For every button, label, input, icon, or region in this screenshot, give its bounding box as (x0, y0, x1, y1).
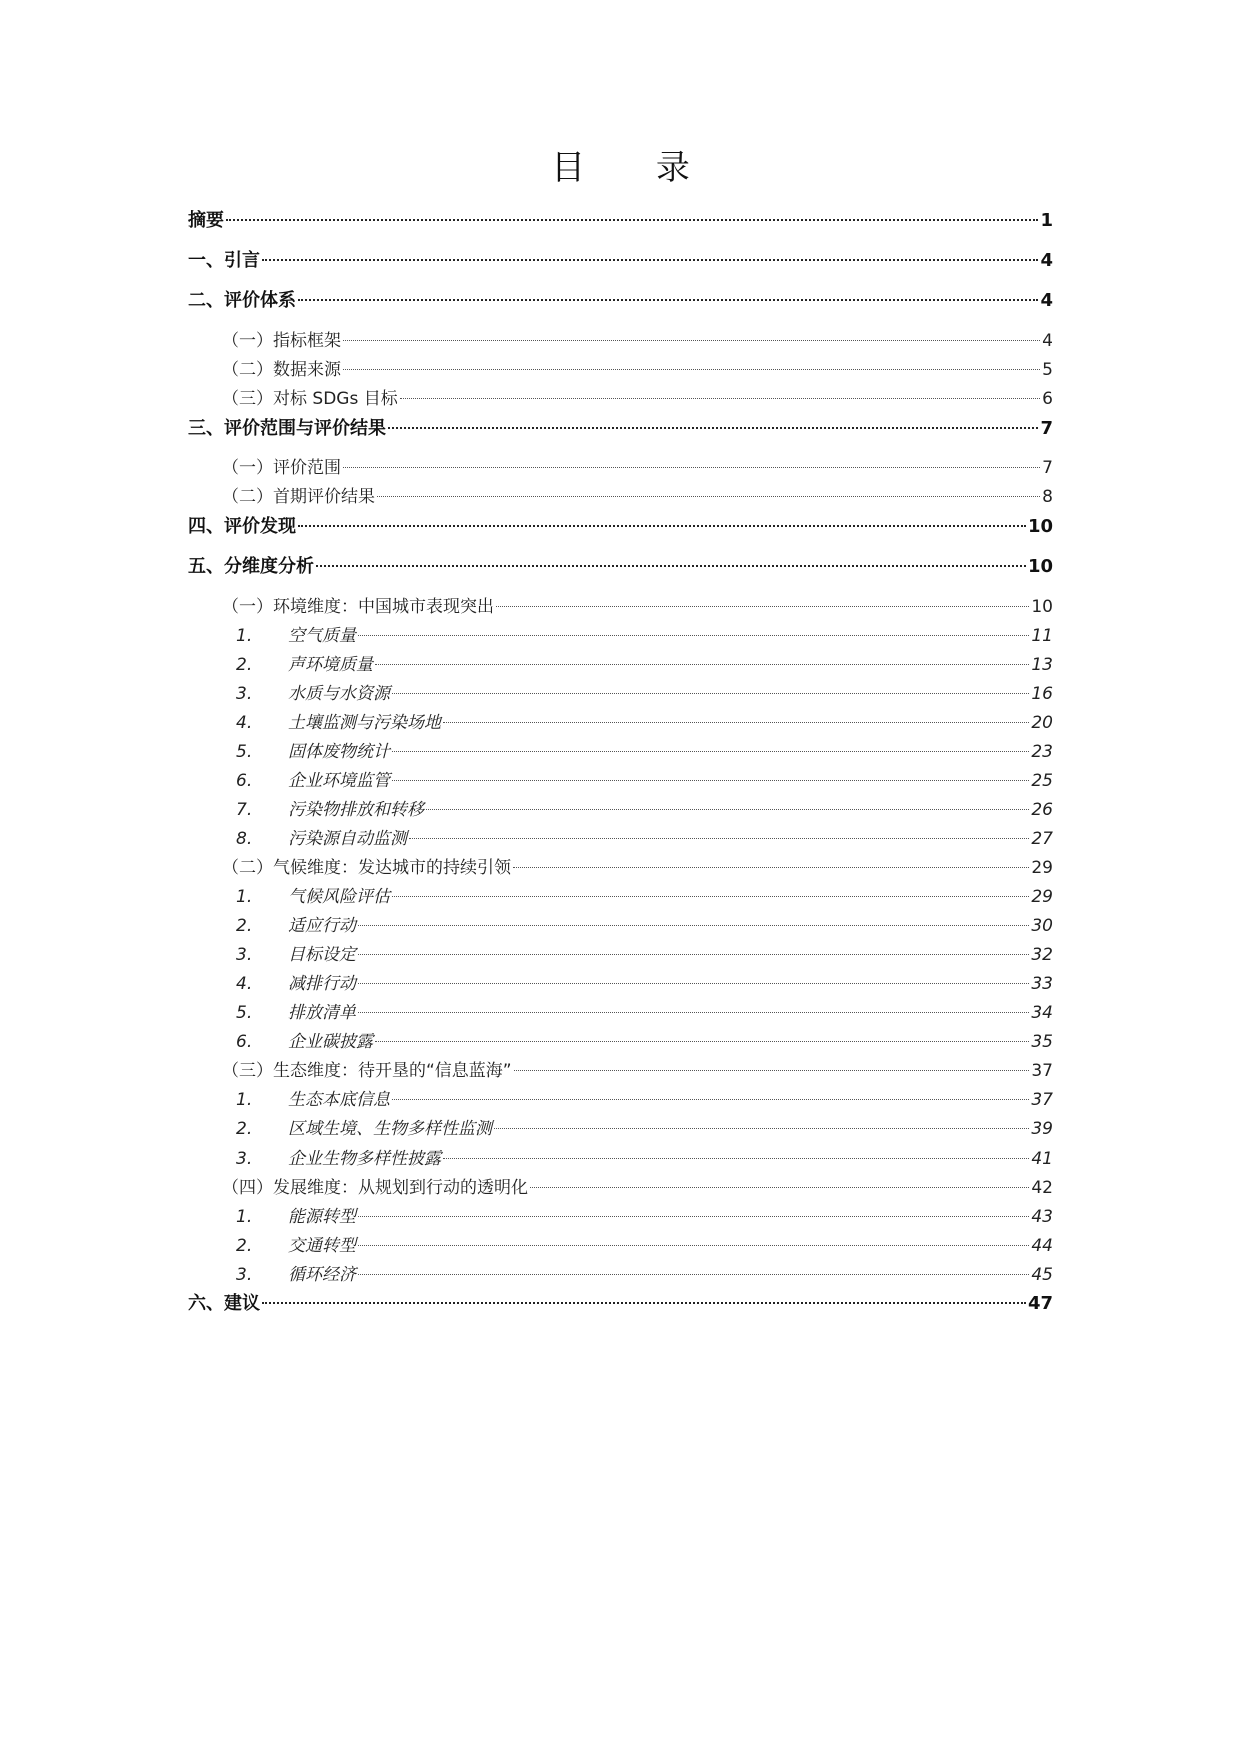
dot-leader (514, 1070, 1030, 1071)
toc-entry[interactable] (236, 1205, 1053, 1229)
toc-entry-number: 2. (236, 655, 253, 675)
toc-entry-label[interactable]: 企业生物多样性披露 (288, 1149, 441, 1169)
toc-entry[interactable] (236, 914, 1053, 938)
toc-entry-page-number[interactable]: 42 (1031, 1178, 1053, 1198)
toc-entry-page-number[interactable]: 37 (1031, 1090, 1053, 1110)
dot-leader (388, 427, 1038, 429)
toc-entry-number: 1. (236, 1207, 253, 1227)
toc-entry-label[interactable]: 水质与水资源 (288, 684, 390, 704)
dot-leader (530, 1187, 1029, 1188)
toc-entry-page-number[interactable]: 37 (1031, 1061, 1053, 1081)
dot-leader (513, 867, 1029, 868)
toc-entry[interactable] (188, 289, 1053, 313)
toc-entry[interactable] (188, 515, 1053, 539)
toc-entry[interactable] (236, 1088, 1053, 1112)
toc-entry-number: 2. (236, 1119, 253, 1139)
dot-leader (409, 838, 1029, 839)
dot-leader (343, 467, 1040, 468)
dot-leader (226, 219, 1038, 221)
toc-entry-page-number[interactable]: 4 (1040, 250, 1053, 271)
toc-entry[interactable] (188, 1292, 1053, 1316)
toc-entry[interactable] (188, 555, 1053, 579)
toc-entry[interactable] (236, 1001, 1053, 1025)
dot-leader (400, 398, 1040, 399)
dot-leader (358, 925, 1029, 926)
toc-entry-number: 1. (236, 887, 253, 907)
toc-entry[interactable] (236, 798, 1053, 822)
toc-entry-number: 7. (236, 800, 253, 820)
dot-leader (375, 1041, 1029, 1042)
toc-entry-number: 1. (236, 1090, 253, 1110)
toc-entry-label[interactable]: 交通转型 (288, 1236, 356, 1256)
toc-entry-page-number[interactable]: 10 (1027, 516, 1053, 537)
toc-entry-page-number[interactable]: 34 (1031, 1003, 1053, 1023)
toc-entry-number: 4. (236, 713, 253, 733)
dot-leader (494, 1128, 1029, 1129)
toc-entry[interactable] (236, 711, 1053, 735)
toc-entry-page-number[interactable]: 26 (1031, 800, 1053, 820)
toc-entry-label[interactable]: （一）评价范围 (222, 458, 341, 478)
toc-entry-page-number[interactable]: 8 (1042, 487, 1053, 507)
toc-entry-label[interactable]: （四）发展维度：从规划到行动的透明化 (222, 1178, 528, 1198)
toc-entry[interactable] (236, 885, 1053, 909)
toc-entry-label[interactable]: 五、分维度分析 (188, 556, 314, 577)
dot-leader (358, 954, 1029, 955)
toc-entry-page-number[interactable]: 20 (1031, 713, 1053, 733)
toc-entry-label[interactable]: （三）生态维度：待开垦的“信息蓝海” (222, 1061, 512, 1081)
toc-entry[interactable] (222, 485, 1053, 509)
toc-entry-label[interactable]: 空气质量 (288, 626, 356, 646)
toc-entry-label[interactable]: 土壤监测与污染场地 (288, 713, 441, 733)
toc-entry-label[interactable]: （二）首期评价结果 (222, 487, 375, 507)
toc-entry-page-number[interactable]: 4 (1042, 331, 1053, 351)
toc-entry-label[interactable]: 目标设定 (288, 945, 356, 965)
toc-entry-number: 3. (236, 1265, 253, 1285)
dot-leader (392, 693, 1029, 694)
toc-entry[interactable] (236, 1117, 1053, 1141)
toc-entry-number: 6. (236, 771, 253, 791)
toc-entry[interactable] (222, 856, 1053, 880)
toc-entry-number: 2. (236, 1236, 253, 1256)
dot-leader (375, 664, 1029, 665)
toc-entry-number: 8. (236, 829, 253, 849)
dot-leader (392, 751, 1029, 752)
dot-leader (343, 340, 1040, 341)
toc-entry-label[interactable]: 减排行动 (288, 974, 356, 994)
dot-leader (358, 983, 1029, 984)
toc-title: 目 录 (551, 148, 720, 188)
toc-entry-label[interactable]: 区域生境、生物多样性监测 (288, 1119, 492, 1139)
toc-entry-page-number[interactable]: 43 (1031, 1207, 1053, 1227)
toc-entry-page-number[interactable]: 7 (1040, 418, 1053, 439)
toc-entry-page-number[interactable]: 25 (1031, 771, 1053, 791)
toc-entry-label[interactable]: 排放清单 (288, 1003, 356, 1023)
toc-entry-number: 3. (236, 1149, 253, 1169)
dot-leader (358, 635, 1029, 636)
dot-leader (298, 299, 1038, 301)
toc-entry-page-number[interactable]: 41 (1031, 1149, 1053, 1169)
toc-entry-page-number[interactable]: 29 (1031, 887, 1053, 907)
toc-entry-label[interactable]: （二）气候维度：发达城市的持续引领 (222, 858, 511, 878)
toc-entry[interactable] (236, 682, 1053, 706)
toc-entry-page-number[interactable]: 39 (1031, 1119, 1053, 1139)
toc-entry-label[interactable]: （二）数据来源 (222, 360, 341, 380)
dot-leader (443, 722, 1029, 723)
dot-leader (298, 525, 1026, 527)
toc-entry-label[interactable]: （一）指标框架 (222, 331, 341, 351)
toc-entry[interactable] (236, 1030, 1053, 1054)
toc-entry[interactable] (188, 209, 1053, 233)
dot-leader (443, 1158, 1029, 1159)
toc-entry-label[interactable]: 三、评价范围与评价结果 (188, 418, 386, 439)
toc-entry[interactable] (236, 1234, 1053, 1258)
toc-entry-label[interactable]: 适应行动 (288, 916, 356, 936)
toc-entry-page-number[interactable]: 10 (1027, 556, 1053, 577)
toc-entry-page-number[interactable]: 44 (1031, 1236, 1053, 1256)
toc-entry-page-number[interactable]: 23 (1031, 742, 1053, 762)
toc-entry-page-number[interactable]: 29 (1031, 858, 1053, 878)
toc-entry-label[interactable]: 六、建议 (188, 1293, 260, 1314)
toc-entry-page-number[interactable]: 27 (1031, 829, 1053, 849)
toc-entry[interactable] (236, 1263, 1053, 1287)
dot-leader (392, 1099, 1029, 1100)
toc-entry[interactable] (188, 249, 1053, 273)
toc-entry[interactable] (222, 1176, 1053, 1200)
toc-entry[interactable] (236, 769, 1053, 793)
dot-leader (377, 496, 1040, 497)
toc-entry-page-number[interactable]: 45 (1031, 1265, 1053, 1285)
toc-entry-label[interactable]: 四、评价发现 (188, 516, 296, 537)
dot-leader (262, 1302, 1026, 1304)
toc-entry-page-number[interactable]: 11 (1031, 626, 1053, 646)
toc-entry-number: 2. (236, 916, 253, 936)
toc-entry-number: 4. (236, 974, 253, 994)
toc-entry-number: 6. (236, 1032, 253, 1052)
dot-leader (358, 1245, 1029, 1246)
toc-entry-page-number[interactable]: 35 (1031, 1032, 1053, 1052)
toc-entry-page-number[interactable]: 30 (1031, 916, 1053, 936)
toc-entry[interactable] (236, 972, 1053, 996)
toc-entry[interactable] (236, 1147, 1053, 1171)
toc-entry-page-number[interactable]: 33 (1031, 974, 1053, 994)
toc-entry[interactable] (222, 387, 1053, 411)
toc-entry-number: 3. (236, 945, 253, 965)
toc-entry[interactable] (222, 358, 1053, 382)
toc-entry-label[interactable]: 一、引言 (188, 250, 260, 271)
toc-entry-label[interactable]: （一）环境维度：中国城市表现突出 (222, 597, 494, 617)
toc-entry-page-number[interactable]: 10 (1031, 597, 1053, 617)
toc-entry-label[interactable]: 企业碳披露 (288, 1032, 373, 1052)
toc-entry-number: 1. (236, 626, 253, 646)
toc-entry-page-number[interactable]: 7 (1042, 458, 1053, 478)
toc-entry[interactable] (222, 456, 1053, 480)
dot-leader (358, 1216, 1029, 1217)
dot-leader (496, 606, 1029, 607)
dot-leader (262, 259, 1038, 261)
dot-leader (358, 1274, 1029, 1275)
toc-entry-page-number[interactable]: 13 (1031, 655, 1053, 675)
dot-leader (358, 1012, 1029, 1013)
toc-entry-page-number[interactable]: 6 (1042, 389, 1053, 409)
toc-entry-page-number[interactable]: 1 (1040, 210, 1053, 231)
toc-entry[interactable] (222, 595, 1053, 619)
toc-entry-label[interactable]: 摘要 (188, 210, 224, 231)
toc-entry-label[interactable]: 气候风险评估 (288, 887, 390, 907)
toc-entry-label[interactable]: （三）对标 SDGs 目标 (222, 389, 398, 409)
dot-leader (426, 809, 1029, 810)
toc-entry-label[interactable]: 污染物排放和转移 (288, 800, 424, 820)
toc-entry-label[interactable]: 能源转型 (288, 1207, 356, 1227)
toc-entry[interactable] (236, 740, 1053, 764)
toc-entry-label[interactable]: 二、评价体系 (188, 290, 296, 311)
toc-entry-number: 5. (236, 742, 253, 762)
toc-entry-page-number[interactable]: 32 (1031, 945, 1053, 965)
toc-entry-label[interactable]: 生态本底信息 (288, 1090, 390, 1110)
toc-entry-number: 3. (236, 684, 253, 704)
dot-leader (343, 369, 1040, 370)
toc-entry-page-number[interactable]: 47 (1027, 1293, 1053, 1314)
toc-entry-label[interactable]: 声环境质量 (288, 655, 373, 675)
dot-leader (392, 780, 1029, 781)
toc-entry-page-number[interactable]: 4 (1040, 290, 1053, 311)
toc-entry-number: 5. (236, 1003, 253, 1023)
toc-entry-label[interactable]: 循环经济 (288, 1265, 356, 1285)
dot-leader (392, 896, 1029, 897)
toc-entry-page-number[interactable]: 16 (1031, 684, 1053, 704)
dot-leader (316, 565, 1026, 567)
toc-entry[interactable] (222, 1059, 1053, 1083)
toc-entry[interactable] (236, 653, 1053, 677)
toc-entry[interactable] (236, 943, 1053, 967)
toc-entry-page-number[interactable]: 5 (1042, 360, 1053, 380)
toc-entry[interactable] (188, 417, 1053, 441)
toc-entry[interactable] (236, 827, 1053, 851)
toc-entry-label[interactable]: 企业环境监管 (288, 771, 390, 791)
toc-entry-label[interactable]: 污染源自动监测 (288, 829, 407, 849)
toc-entry[interactable] (236, 624, 1053, 648)
toc-entry[interactable] (222, 329, 1053, 353)
toc-entry-label[interactable]: 固体废物统计 (288, 742, 390, 762)
